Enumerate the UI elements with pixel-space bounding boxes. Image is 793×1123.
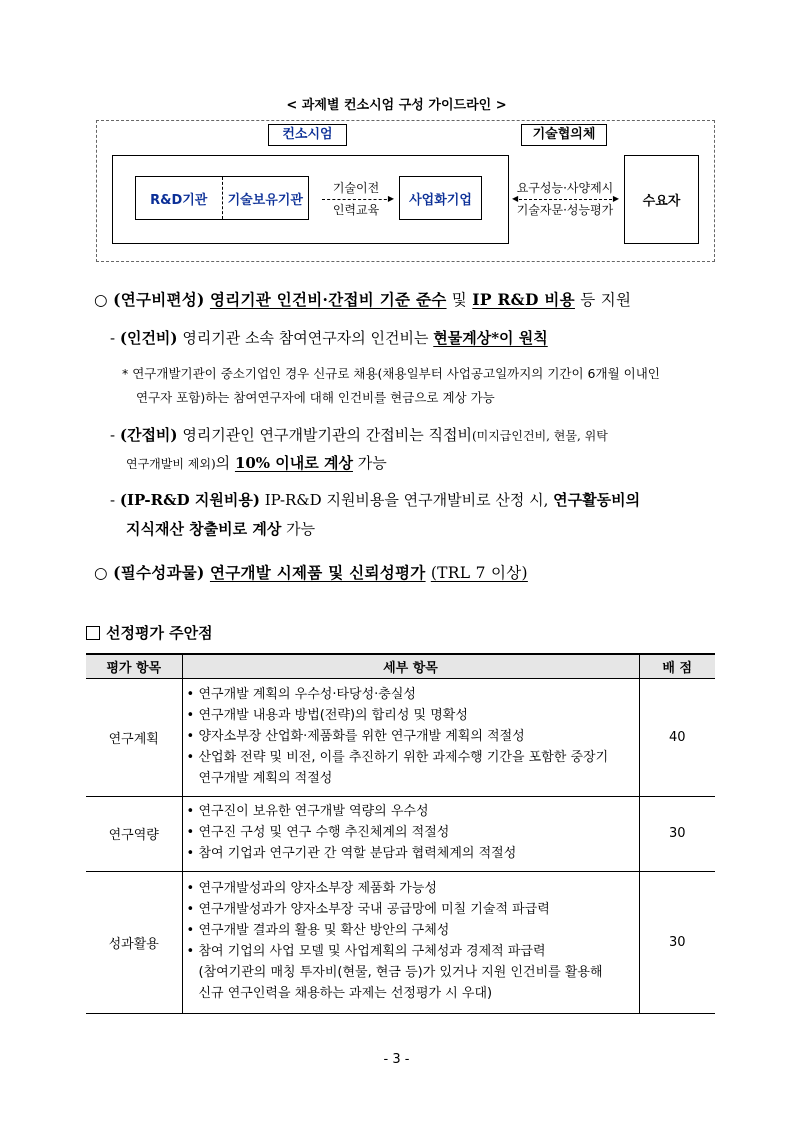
transfer-bottom-text: 인력교육 xyxy=(332,203,380,217)
bullet-dot-icon: • xyxy=(186,825,195,840)
row-items xyxy=(182,678,639,796)
paragraph-indirect-line1 xyxy=(110,424,608,447)
rnd-org-label: R&D기관 xyxy=(136,177,223,219)
bullet-dot-icon: • xyxy=(186,707,195,723)
arrow-right-icon: ▶ xyxy=(612,194,619,203)
item-text: 연구개발 결과의 활용 및 확산 방안의 구체성 xyxy=(198,923,450,938)
evaluation-table xyxy=(86,653,715,1014)
item-text: 연구진이 보유한 연구개발 역량의 우수성 xyxy=(198,804,429,819)
budget-heading: (연구비편성) xyxy=(113,290,205,309)
arrow-head-icon: ▶ xyxy=(387,194,394,203)
list-item-continued: (참여기관의 매칭 투자비(현물, 현금 등)가 있거나 지원 인건비를 활용해 xyxy=(198,965,603,980)
dash: - xyxy=(110,491,116,509)
paragraph-ip-line2 xyxy=(126,518,315,540)
consumer-box: 수요자 xyxy=(624,155,699,244)
rnd-tech-holder-box xyxy=(135,176,309,220)
table-header-row xyxy=(86,654,715,678)
transfer-arrow xyxy=(322,194,394,203)
item-text: 산업화 전략 및 비전, 이를 추진하기 위한 과제수행 기간을 포함한 중장기 xyxy=(198,749,609,765)
list-item xyxy=(187,684,633,705)
labor-principle: 현물계상*이 원칙 xyxy=(433,329,548,347)
list-item-continued: 신규 연구인력을 채용하는 과제는 선정평가 시 우대) xyxy=(198,986,493,1001)
ip-creation-cost: 지식재산 창출비로 계상 xyxy=(126,520,282,538)
row-category: 성과활용 xyxy=(86,871,182,1013)
row-category: 연구역량 xyxy=(86,796,182,871)
list-item-continued: 연구개발 계획의 적절성 xyxy=(198,770,333,786)
indirect-heading: (간접비) xyxy=(119,426,178,444)
checkbox-square-icon xyxy=(86,626,100,640)
diagram-title: < 과제별 컨소시엄 구성 가이드라인 > xyxy=(286,98,507,113)
tech-holder-label: 기술보유기관 xyxy=(227,192,303,208)
header-category: 평가 항목 xyxy=(86,654,182,678)
arrow-left-icon: ◀ xyxy=(512,194,519,203)
text-and: 및 xyxy=(451,291,468,309)
row-score: 30 xyxy=(639,796,715,871)
list-item xyxy=(187,878,633,899)
note-line-2: 연구자 포함)하는 참여연구자에 대해 인건비를 현금으로 계상 가능 xyxy=(136,390,495,405)
bullet-circle: ○ xyxy=(94,564,108,582)
list-item xyxy=(187,705,633,726)
item-text: 연구진 구성 및 연구 수행 추진체계의 적절성 xyxy=(198,825,450,840)
dash: - xyxy=(110,329,116,347)
row-score: 40 xyxy=(639,678,715,796)
list-item xyxy=(187,822,633,843)
dash: - xyxy=(110,426,116,444)
bullet-dot-icon: • xyxy=(186,749,195,765)
list-item xyxy=(187,747,633,768)
bullet-dot-icon: • xyxy=(186,923,195,938)
header-score: 배 점 xyxy=(639,654,715,678)
item-text: 연구개발성과의 양자소부장 제품화 가능성 xyxy=(198,881,437,896)
paragraph-indirect-line2 xyxy=(126,452,387,475)
row-items xyxy=(182,796,639,871)
bullet-dot-icon: • xyxy=(186,881,195,896)
item-text: 연구개발 계획의 우수성·타당성·충실성 xyxy=(198,686,416,702)
labor-heading: (인건비) xyxy=(119,329,178,347)
list-item xyxy=(187,726,633,747)
bullet-circle: ○ xyxy=(94,291,108,309)
tech-council-label: 기술협의체 xyxy=(521,124,607,146)
ip-heading: (IP-R&D 지원비용) xyxy=(119,491,260,509)
bullet-dot-icon: • xyxy=(186,944,195,959)
ip-rnd-cost: IP R&D 비용 xyxy=(472,290,575,309)
ip-activity-cost: 연구활동비의 xyxy=(553,491,641,509)
indirect-exclusion-1: (미지급인건비, 현물, 위탁 xyxy=(471,429,608,443)
paragraph-labor xyxy=(110,327,548,349)
text-possible: 가능 xyxy=(286,520,316,538)
page-number: - 3 - xyxy=(383,1052,410,1067)
demand-top-text: 요구성능·사양제시 xyxy=(516,181,614,195)
section-title: 선정평가 주안점 xyxy=(106,624,213,642)
bullet-dot-icon: • xyxy=(186,902,195,917)
paragraph-ip-line1 xyxy=(110,489,640,511)
item-text: 참여 기업과 연구기관 간 역할 분담과 협력체계의 적절성 xyxy=(198,846,517,861)
indirect-limit: 10% 이내로 계상 xyxy=(234,454,353,472)
text-of: 의 xyxy=(215,454,231,472)
row-category: 연구계획 xyxy=(86,678,182,796)
bullet-dot-icon: • xyxy=(186,728,195,744)
list-item xyxy=(187,920,633,941)
item-text: 양자소부장 산업화·제품화를 위한 연구개발 계획의 적절성 xyxy=(198,728,525,744)
list-item xyxy=(187,801,633,822)
transfer-top-text: 기술이전 xyxy=(332,181,380,195)
bullet-dot-icon: • xyxy=(186,686,195,702)
labor-text: 영리기관 소속 참여연구자의 인건비는 xyxy=(182,329,429,347)
budget-rule: 영리기관 인건비·간접비 기준 준수 xyxy=(209,290,447,309)
table-row xyxy=(86,796,715,871)
item-text: 참여 기업의 사업 모델 및 사업계획의 구체성과 경제적 파급력 xyxy=(198,944,546,959)
indirect-text: 영리기관인 연구개발기관의 간접비는 직접비 xyxy=(182,426,472,444)
indirect-exclusion-2: 연구개발비 제외) xyxy=(126,457,216,471)
table-row xyxy=(86,871,715,1013)
ip-text: IP-R&D 지원비용을 연구개발비로 산정 시, xyxy=(264,491,549,509)
item-text: 연구개발성과가 양자소부장 국내 공급망에 미칠 기술적 파급력 xyxy=(198,902,550,917)
row-score: 30 xyxy=(639,871,715,1013)
text-possible: 가능 xyxy=(357,454,387,472)
row-items xyxy=(182,871,639,1013)
paragraph-deliverable xyxy=(94,562,528,584)
header-details: 세부 항목 xyxy=(182,654,639,678)
bullet-dot-icon: • xyxy=(186,846,195,861)
bullet-dot-icon: • xyxy=(186,804,195,819)
consortium-label: 컨소시엄 xyxy=(268,124,347,146)
demand-arrow xyxy=(512,194,619,203)
list-item xyxy=(187,843,633,864)
section-heading xyxy=(86,622,213,643)
text-support: 등 지원 xyxy=(580,291,632,309)
list-item xyxy=(187,941,633,962)
table-row xyxy=(86,678,715,796)
deliverable-heading: (필수성과물) xyxy=(113,563,205,582)
list-item xyxy=(187,899,633,920)
commercial-company-box: 사업화기업 xyxy=(399,176,482,220)
item-text: 연구개발 내용과 방법(전략)의 합리성 및 명확성 xyxy=(198,707,468,723)
demand-bottom-text: 기술자문·성능평가 xyxy=(516,203,614,217)
trl-level: (TRL 7 이상) xyxy=(430,564,528,582)
deliverable-text: 연구개발 시제품 및 신뢰성평가 xyxy=(209,563,426,582)
note-line-1: * 연구개발기관이 중소기업인 경우 신규로 채용(채용일부터 사업공고일까지의 기간이 6개월 이내인 xyxy=(122,366,660,381)
paragraph-budget xyxy=(94,289,631,311)
